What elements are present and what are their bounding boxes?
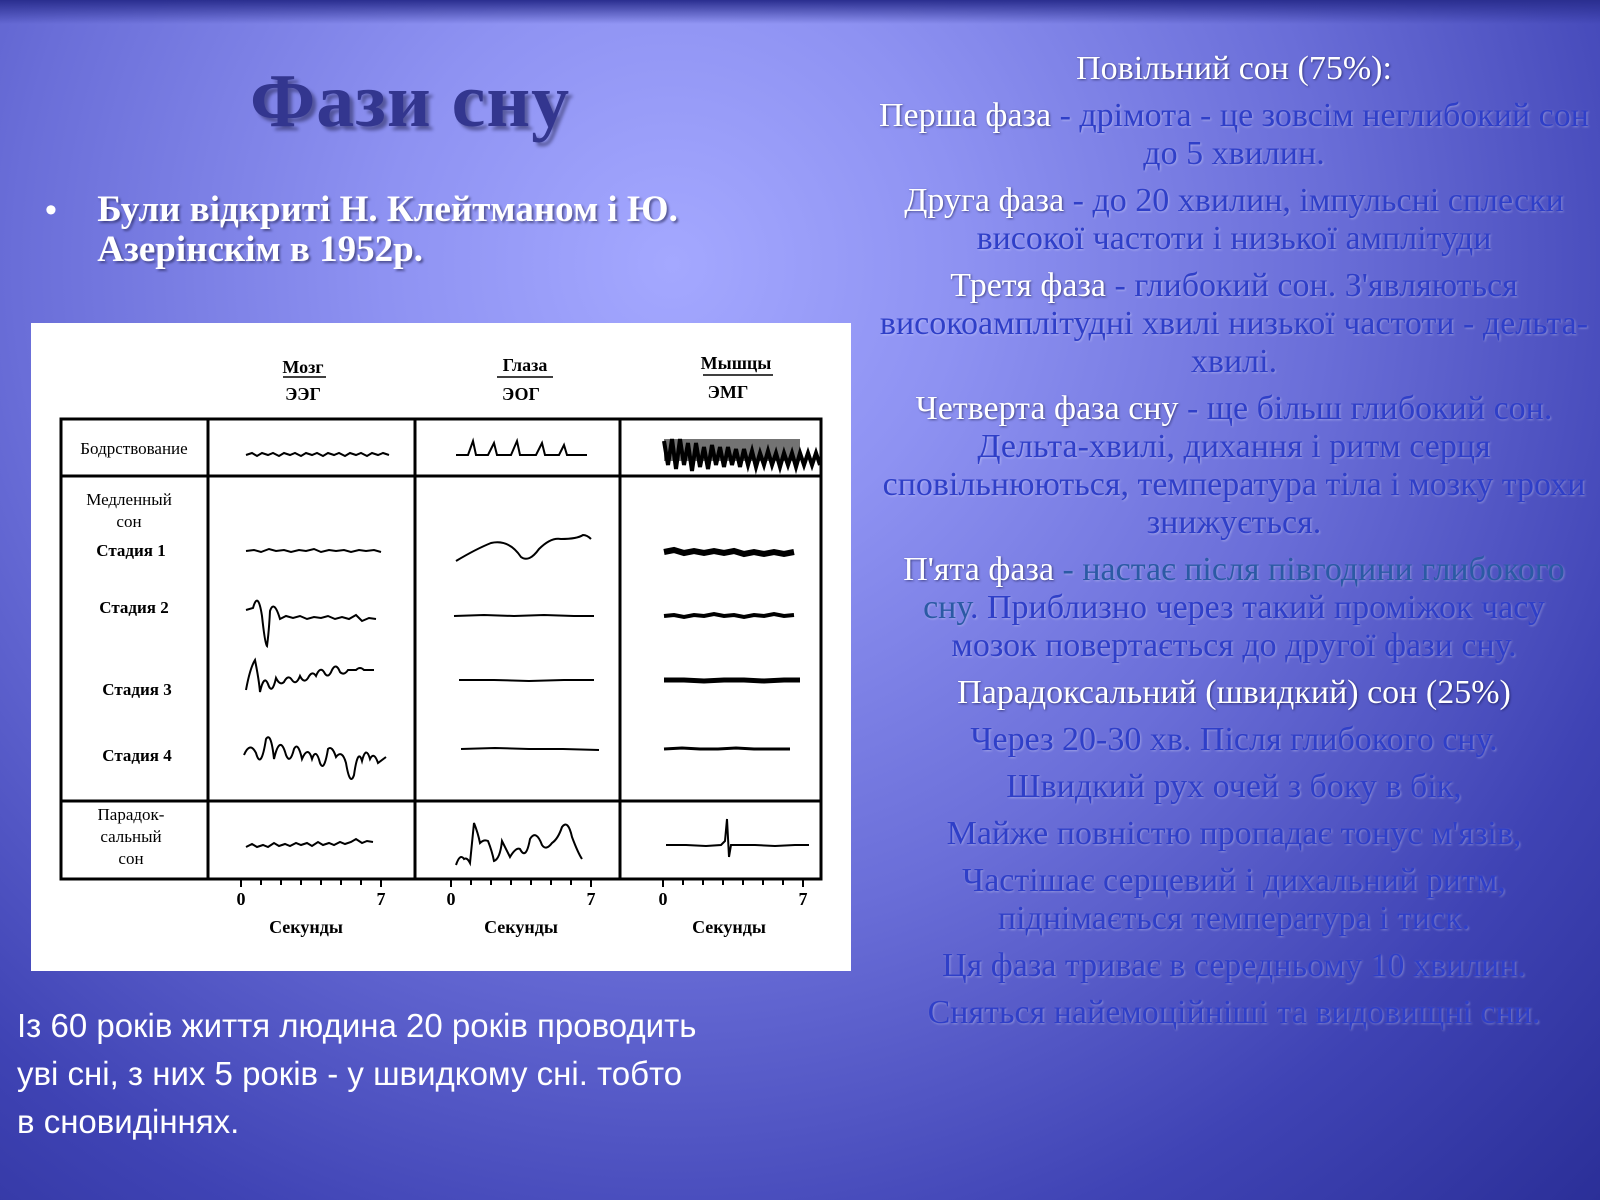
trace-eeg-stage4 [244,737,386,779]
trace-emg-wake-fill [664,439,800,461]
axis-unit-eog: Секунды [484,917,558,937]
trace-eeg-stage2 [246,601,376,646]
phase-1 [878,97,1590,173]
row-label-paradox-1: Парадок- [97,805,165,824]
phase-1-desc: - дрімота - це зовсім неглибокий сон до 5 хвилин. [1051,97,1589,172]
col-sub-eeg: ЭЭГ [285,384,321,404]
tick-eeg-end: 7 [376,889,386,909]
lifetime-note: Із 60 років життя людина 20 років проводить уві сні, з них 5 років - у швидкому сні. тобто в сновидіннях. [17,1007,697,1140]
trace-eeg-wake [246,453,389,456]
phase-5-name: П'ята фаза [903,551,1055,588]
trace-emg-paradox [666,819,809,857]
discovery-bullet [45,190,845,270]
trace-eog-wake [456,441,587,455]
phase-5 [878,551,1590,665]
phase-2-name: Друга фаза [904,182,1065,219]
rem-item-1: Через 20-30 хв. Після глибокого сну. [970,721,1498,758]
phase-2 [878,182,1590,258]
rem-item-2: Швидкий рух очей з боку в бік, [1006,768,1462,805]
col-header-eyes: Глаза [502,355,548,375]
slow-sleep-heading: Повільний сон (75%): [1076,50,1392,87]
bullet-text: Були відкриті Н. Клейтманом і Ю. Азерінскім в 1952р. [97,189,678,270]
trace-emg-stage1 [664,550,794,554]
row-label-slow-1: Медленный [86,490,172,509]
trace-eeg-stage3 [246,660,374,692]
axis-unit-eeg: Секунды [269,917,343,937]
phase-5-desc-a: - настає після півгодини глибокого сну [923,551,1565,626]
row-label-slow-2: сон [116,512,142,531]
row-label-stage4: Стадия 4 [102,746,172,765]
row-label-paradox-3: сон [118,849,144,868]
tick-eeg-start: 0 [236,889,246,909]
phase-3 [878,267,1590,381]
phase-2-desc: - до 20 хвилин, імпульсні сплески високої частоти і низької амплітуди [976,182,1564,257]
phase-4-desc: - ще більш глибокий сон. Дельта-хвилі, дихання і ритм серця сповільнюються, температура тіла і мозку трохи знижується. [882,390,1586,541]
top-band [0,0,1600,24]
trace-eog-stage2 [454,615,594,616]
tick-emg-end: 7 [798,889,808,909]
phase-1-name: Перша фаза [879,97,1052,134]
phase-3-desc: - глибокий сон. З'являються високоамплітудні хвилі низької частоти - дельта-хвилі. [879,267,1589,380]
sleep-phases-text [878,50,1590,1041]
col-sub-eog: ЭОГ [502,384,540,404]
trace-eog-stage4 [461,748,599,750]
sleep-stages-figure [31,323,851,971]
tick-eog-end: 7 [586,889,596,909]
slide-title: Фази сну [250,59,571,143]
trace-eog-paradox [456,823,582,865]
rem-item-4: Частішає серцевий і дихальний ритм, піднімається температура і тиск. [962,862,1506,937]
rem-item-3: Майже повністю пропадає тонус м'язів, [946,815,1522,852]
phase-5-desc-b: . Приблизно через такий проміжок часу мозок повертається до другої фази сну. [951,589,1545,664]
phase-4-name: Четверта фаза сну [915,390,1179,427]
col-header-brain: Мозг [282,357,324,377]
trace-eog-stage1 [456,535,591,561]
axis-unit-emg: Секунды [692,917,766,937]
row-label-stage1: Стадия 1 [96,541,166,560]
phase-3-name: Третя фаза [950,267,1106,304]
row-label-paradox-2: сальный [100,827,162,846]
col-header-muscles: Мышцы [700,353,772,373]
bullet-marker: • [45,191,57,229]
rem-item-6: Сняться найемоційніші та видовищні сни. [927,994,1541,1031]
rem-item-5: Ця фаза триває в середньому 10 хвилин. [942,947,1526,984]
col-sub-emg: ЭМГ [707,382,749,402]
row-label-stage2: Стадия 2 [99,598,169,617]
row-label-stage3: Стадия 3 [102,680,172,699]
trace-eeg-paradox [246,839,373,847]
phase-4 [878,390,1590,542]
rem-sleep-heading: Парадоксальний (швидкий) сон (25%) [957,674,1511,711]
trace-eeg-stage1 [246,549,381,552]
trace-eog-stage3 [459,680,594,681]
tick-eog-start: 0 [446,889,456,909]
trace-emg-stage3 [664,680,800,681]
trace-emg-stage2 [664,614,794,617]
tick-emg-start: 0 [658,889,668,909]
row-label-wake: Бодрствование [80,439,188,458]
trace-emg-stage4 [664,748,790,749]
